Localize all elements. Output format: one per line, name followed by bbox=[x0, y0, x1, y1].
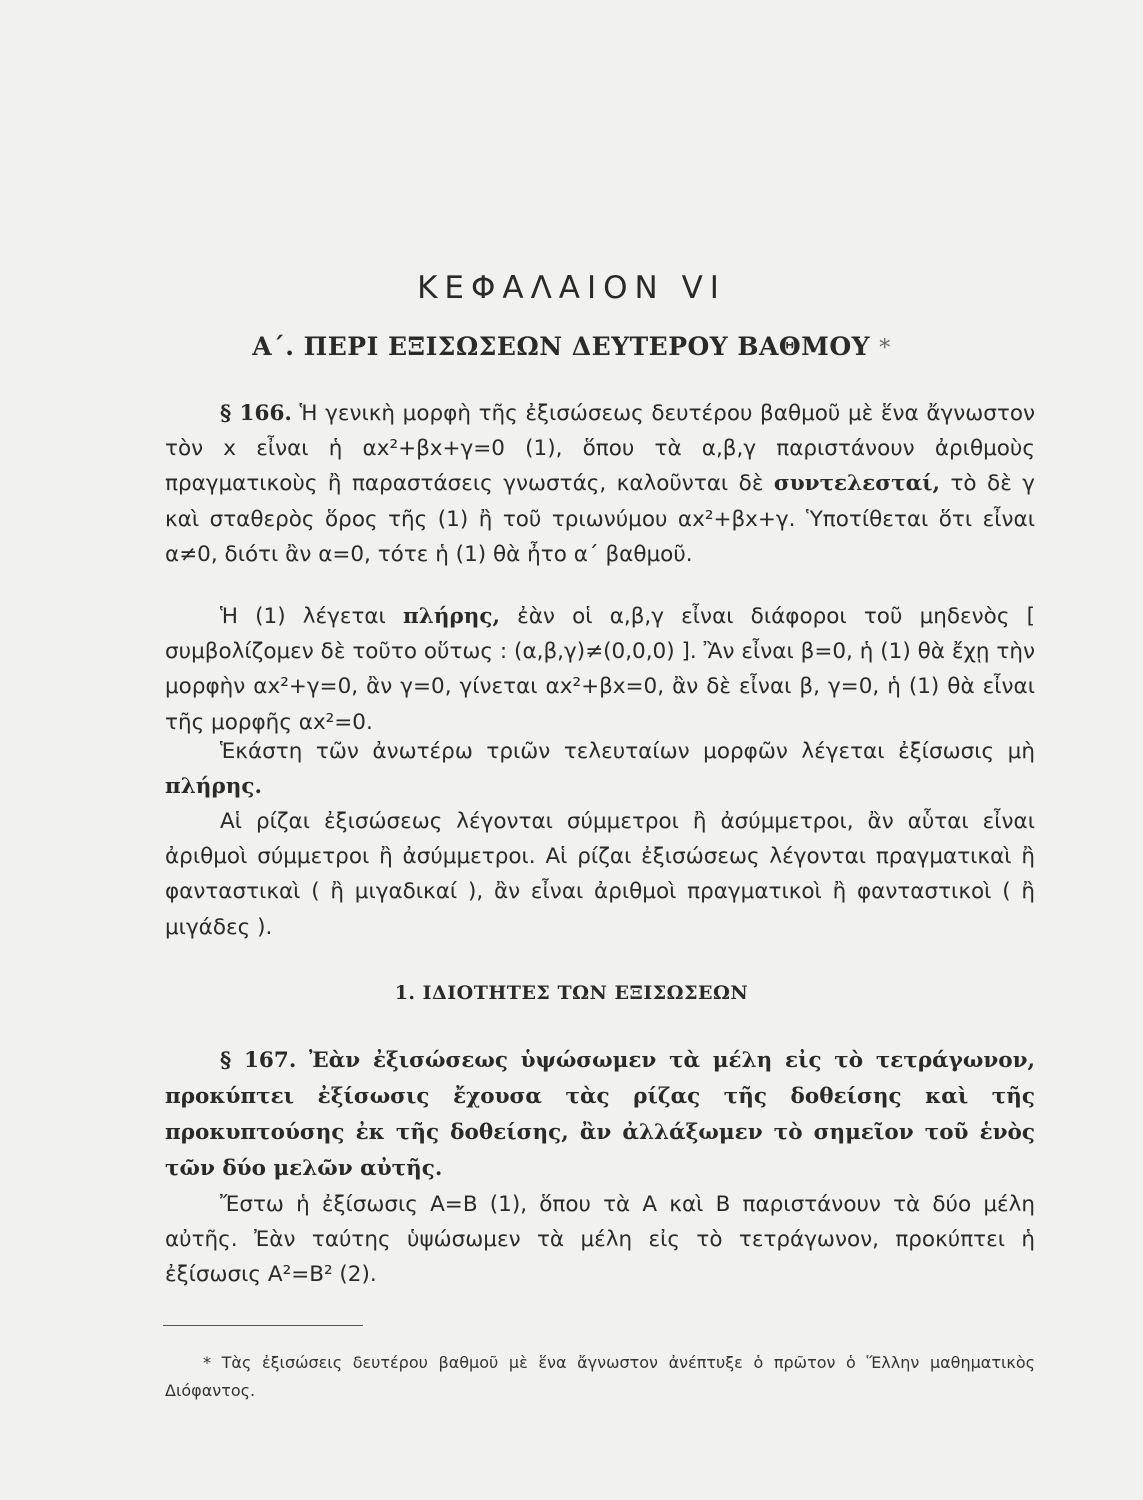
bold-term: πλήρης, bbox=[403, 604, 500, 629]
paragraph-number: § 166. bbox=[220, 401, 292, 426]
paragraph-complete-equation bbox=[165, 599, 1035, 740]
paragraph-roots: Αἱ ρίζαι ἐξισώσεως λέγονται σύμμετροι ἢ ἀσύμμετροι, ἂν αὗται εἶναι ἀριθμοὶ σύμμετροι ἢ ἀσύμμετροι. Αἱ ρίζαι ἐξισώσεως λέγονται πραγματικαὶ ἢ φανταστικαὶ ( ἢ μιγαδικαί ), ἂν εἶναι ἀριθμοὶ πραγματικοὶ ἢ φανταστικοὶ ( ἢ μιγάδες ). bbox=[165, 809, 1035, 940]
chapter-title: ΚΕΦΑΛΑΙΟΝ VI bbox=[417, 270, 726, 306]
paragraph-text: τὸ δὲ γ καὶ σταθερὸς ὅρος τῆς (1) ἢ τοῦ τριωνύμου αx²+βx+γ. Ὑποτίθεται ὅτι εἶναι α≠0, διότι ἂν α=0, τότε ἡ (1) θὰ ἦτο α΄ βαθμοῦ. bbox=[165, 471, 1035, 567]
footnote-rule bbox=[163, 1325, 363, 1326]
bold-term: συντελεσταί, bbox=[773, 471, 941, 497]
paragraph-example: Ἔστω ἡ ἐξίσωσις A=B (1), ὅπου τὰ A καὶ B παριστάνουν τὰ δύο μέλη αὐτῆς. Ἐὰν ταύτης ὑψώσωμεν τὰ μέλη εἰς τὸ τετράγωνον, προκύπτει ἡ ἐξίσωσις A²=B² (2). bbox=[165, 1192, 1035, 1288]
paragraph-text: Ἡ γενικὴ μορφὴ τῆς ἐξισώσεως δευτέρου βαθμοῦ μὲ ἕνα ἄγνωστον τὸν x εἶναι ἡ αx²+βx+γ=0 (1), ὅπου τὰ α,β,γ παριστάνουν ἀριθμοὺς πραγματικοὺς ἢ παραστάσεις γνωστάς, καλοῦνται δὲ bbox=[165, 401, 1035, 497]
paragraph-text: ἐὰν οἱ α,β,γ εἶναι διάφοροι τοῦ μηδενὸς [ συμβολίζομεν δὲ τοῦτο οὕτως : (α,β,γ)≠(0,0,0) ]. Ἂν εἶναι β=0, ἡ (1) θὰ ἔχῃ τὴν μορφὴν αx²+γ=0, ἂν γ=0, γίνεται αx²+βx=0, ἂν δὲ εἶναι β, γ=0, ἡ (1) θὰ εἶναι τῆς μορφῆς αx²=0. bbox=[165, 604, 1035, 735]
paragraph-text: Ἡ (1) λέγεται bbox=[220, 604, 404, 629]
footnote: * Τὰς ἐξισώσεις δευτέρου βαθμοῦ μὲ ἕνα ἄγνωστον ἀνέπτυξε ὁ πρῶτον ὁ Ἕλλην μαθηματικὸς Διόφαντος. bbox=[165, 1353, 1035, 1400]
subsection-heading: 1. ΙΔΙΟΤΗΤΕΣ ΤΩΝ ΕΞΙΣΩΣΕΩΝ bbox=[394, 982, 749, 1004]
paragraph-text: Ἑκάστη τῶν ἀνωτέρω τριῶν τελευταίων μορφῶν λέγεται ἐξίσωσις μὴ bbox=[220, 739, 1035, 764]
paragraph-166 bbox=[165, 396, 1035, 572]
section-title bbox=[0, 332, 1143, 361]
paragraph-incomplete-equation bbox=[165, 734, 1035, 804]
footnote-marker: * bbox=[879, 336, 891, 361]
section-title-text: Α΄. ΠΕΡΙ ΕΞΙΣΩΣΕΩΝ ΔΕΥΤΕΡΟΥ ΒΑΘΜΟΥ bbox=[252, 332, 870, 361]
paragraph-167: § 167. Ἐὰν ἐξισώσεως ὑψώσωμεν τὰ μέλη εἰς τὸ τετράγωνον, προκύπτει ἐξίσωσις ἔχουσα τὰς ρίζας τῆς δοθείσης καὶ τῆς προκυπτούσης ἐκ τῆς δοθείσης, ἂν ἀλλάξωμεν τὸ σημεῖον τοῦ ἑνὸς τῶν δύο μελῶν αὐτῆς. bbox=[165, 1048, 1035, 1181]
bold-term: πλήρης. bbox=[165, 774, 262, 800]
